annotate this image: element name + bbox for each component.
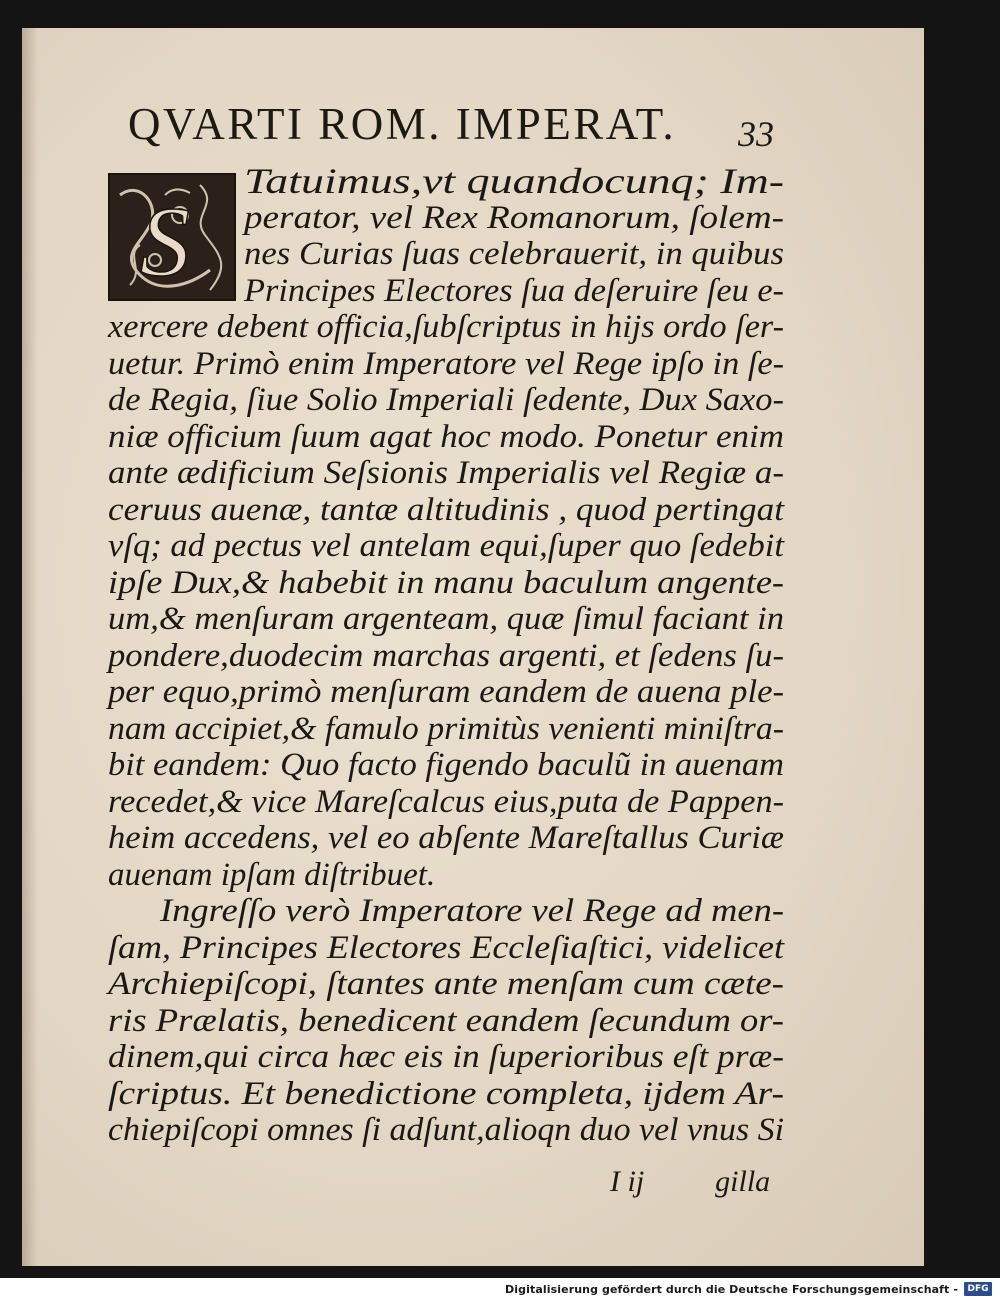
running-header: QVARTI ROM. IMPERAT. xyxy=(128,99,677,149)
signature-mark: I ij xyxy=(610,1165,645,1198)
dfg-logo: DFG xyxy=(964,1282,992,1296)
text-line: ceruus auenæ, tantæ altitudinis , quod pertingat xyxy=(108,491,784,528)
text-line: Principes Electores ſua deſeruire ſeu e- xyxy=(244,272,784,309)
text-line: xercere debent officia,ſubſcriptus in hijs ordo ſer- xyxy=(108,309,784,345)
text-line: per equo,primò menſuram eandem de auena ple- xyxy=(108,674,784,710)
text-line: perator, vel Rex Romanorum, ſolem- xyxy=(244,199,784,236)
text-line: Archiepiſcopi, ſtantes ante menſam cum cæte- xyxy=(108,966,784,1002)
text-line: nam accipiet,& famulo primitùs venienti miniſtra- xyxy=(108,710,784,747)
text-line: recedet,& vice Mareſcalcus eius,puta de Pappen- xyxy=(108,783,784,820)
signature-and-catchword xyxy=(610,1165,770,1199)
text-line: heim accedens, vel eo abſente Mareſtallus Curiæ xyxy=(108,820,785,856)
footer-bar xyxy=(0,1278,1000,1300)
decorated-initial-s xyxy=(108,173,236,301)
text-line: uetur. Primò enim Imperatore vel Rege ipſo in ſe- xyxy=(108,345,784,382)
page-gutter-shadow xyxy=(22,28,38,1266)
text-line: pondere,duodecim marchas argenti, et ſedens ſu- xyxy=(108,637,784,674)
text-line: vſq; ad pectus vel antelam equi,ſuper quo ſedebit xyxy=(108,528,784,564)
initial-letter-text: S xyxy=(140,186,190,297)
text-line: dinem,qui circa hæc eis in ſuperioribus eſt præ- xyxy=(108,1039,784,1075)
folio-number: 33 xyxy=(738,114,774,154)
text-line: ipſe Dux,& habebit in manu baculum angente- xyxy=(108,564,784,601)
text-line: ante ædificium Seſsionis Imperialis vel Regiæ a- xyxy=(108,455,784,491)
text-line: ſam, Principes Electores Eccleſiaſtici, videlicet xyxy=(108,929,784,966)
text-line: de Regia, ſiue Solio Imperiali ſedente, Dux Saxo- xyxy=(108,382,784,418)
text-line: auenam ipſam diſtribuet. xyxy=(108,856,436,893)
text-line: bit eandem: Quo facto figendo baculũ in auenam xyxy=(108,747,784,783)
text-line: ris Prælatis, benedicent eandem ſecundum or- xyxy=(108,1002,784,1039)
funding-credit: Digitalisierung gefördert durch die Deutsche Forschungsgemeinschaft - xyxy=(505,1283,958,1296)
text-line: um,& menſuram argenteam, quæ ſimul faciant in xyxy=(108,601,784,637)
catchword: gilla xyxy=(715,1165,771,1198)
text-line: Ingreſſo verò Imperatore vel Rege ad men- xyxy=(160,893,784,929)
text-line: ſcriptus. Et benedictione completa, ijdem Ar- xyxy=(108,1075,784,1112)
text-line: Tatuimus,vt quandocunq; Im- xyxy=(244,161,784,201)
text-line: nes Curias ſuas celebrauerit, in quibus xyxy=(244,236,784,272)
text-line: niæ officium ſuum agat hoc modo. Ponetur enim xyxy=(108,418,784,455)
text-line: chiepiſcopi omnes ſi adſunt,alioqn duo vel vnus Si xyxy=(108,1112,784,1148)
